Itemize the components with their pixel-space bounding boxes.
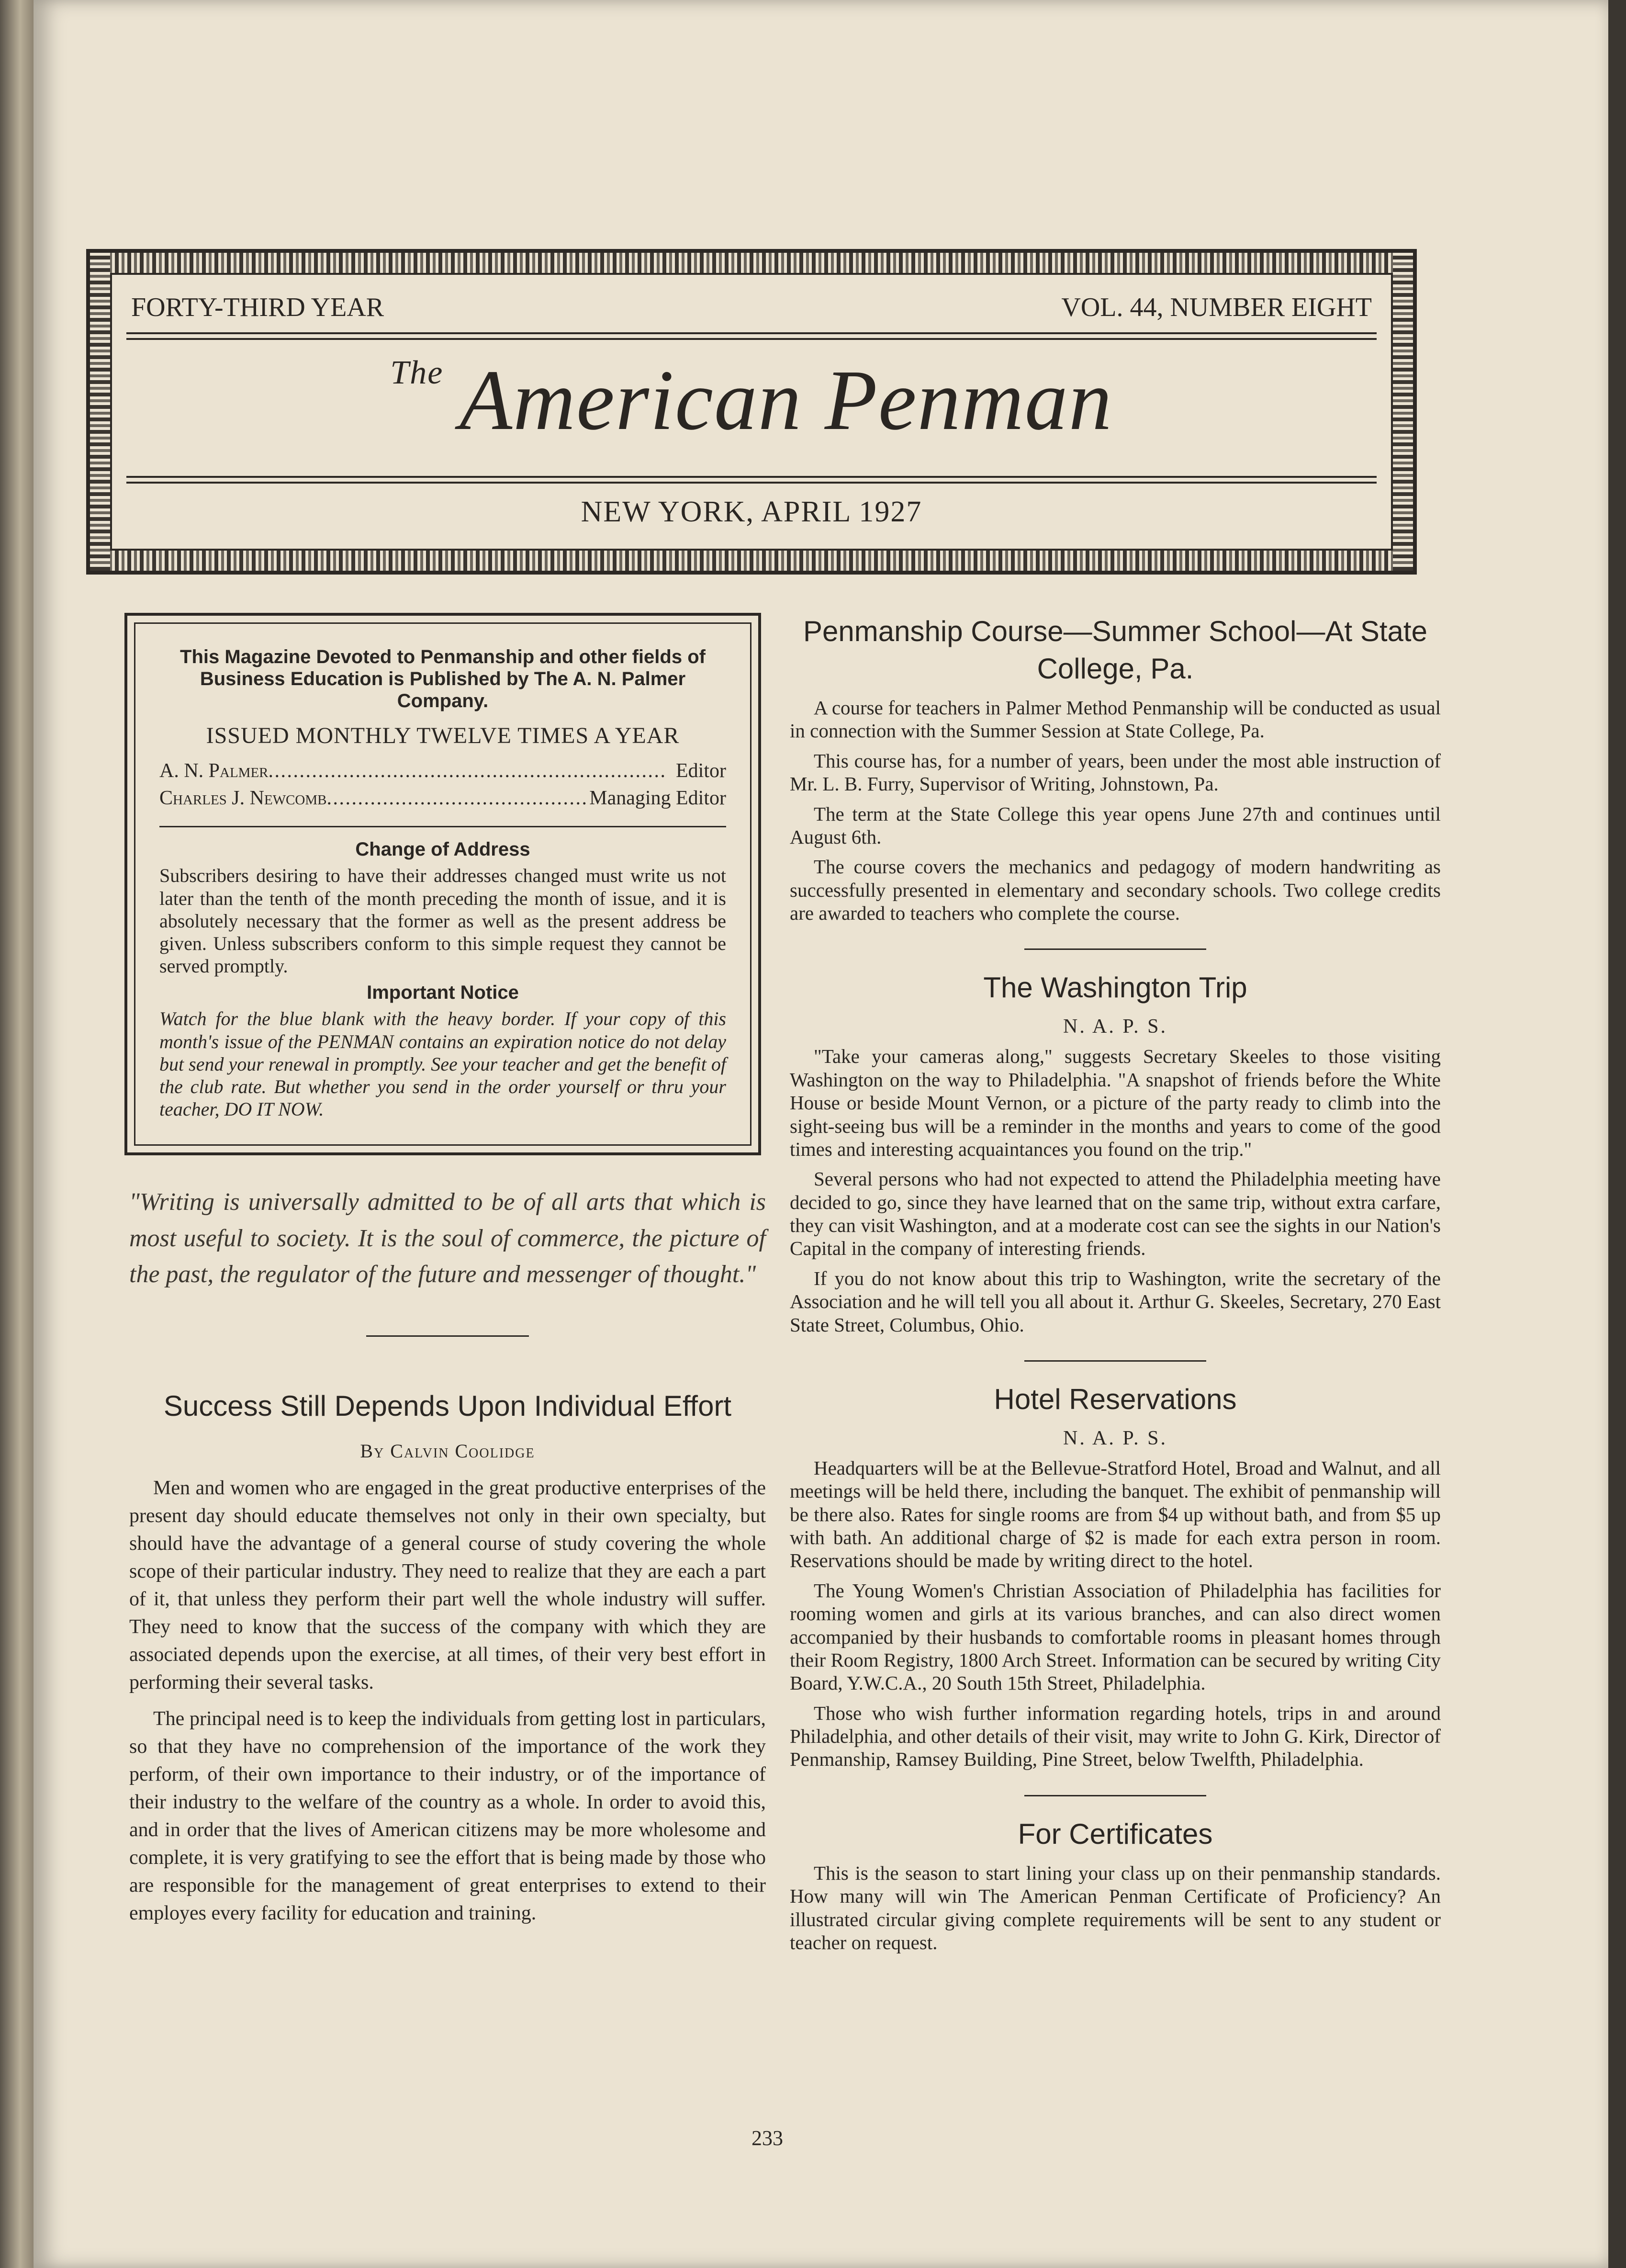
article-title: Penmanship Course—Summer School—At State College, Pa.: [803, 615, 1427, 685]
masthead-rule: [126, 482, 1377, 484]
staff-role: Editor: [676, 760, 726, 782]
title-main: American Penman: [460, 352, 1113, 448]
publisher-heading: This Magazine Devoted to Penmanship and other fields of Business Education is Published by The A. N. Palmer Company.: [180, 646, 706, 711]
masthead-inner: [110, 273, 1393, 551]
notice-divider: [159, 826, 726, 827]
right-column: [790, 613, 1441, 1961]
volume-label: VOL. 44, NUMBER EIGHT: [1061, 293, 1372, 322]
article-paragraph: The principal need is to keep the individuals from getting lost in particulars, so that they have no comprehension of the importance of the work they perform, of their own importance to their industry, or of the importance of their industry to the welfare of the country as a whole. In order to avoid this, and in order that the lives of American citizens may be more wholesome and complete, it is very gratifying to see the effort that is being made by those who are responsible for the management of great enterprises to extend to their employes every facility for education and training.: [129, 1708, 766, 1924]
article-paragraph: Several persons who had not expected to attend the Philadelphia meeting have decided to go, since they have learned that on the same trip, without extra carfare, they can visit Washington, and at a moderate cost can see the sights in our Nation's Capital in the company of interesting friends.: [790, 1168, 1441, 1260]
article-paragraph: The Young Women's Christian Association of Philadelphia has facilities for rooming women and girls at its various branches, and can also direct women accompanied by their husbands to comfortable rooms in pleasant homes through their Room Registry, 1800 Arch Street. Information can be secured by writing City Board, Y.W.C.A., 20 South 15th Street, Philadelphia.: [790, 1579, 1441, 1694]
leader-dots: [326, 785, 589, 812]
masthead-rule: [126, 476, 1377, 478]
staff-name: A. N. Palmer: [159, 760, 269, 782]
article-paragraph: The course covers the mechanics and pedagogy of modern handwriting as successfully presented in elementary and secondary schools. Two college credits are awarded to teachers who complete the course.: [790, 856, 1441, 924]
issued-frequency: ISSUED MONTHLY TWELVE TIMES A YEAR: [206, 723, 680, 748]
article-byline: [129, 1440, 766, 1462]
staff-row: [159, 757, 726, 785]
article-title: The Washington Trip: [983, 971, 1247, 1004]
section-divider: [1024, 1795, 1206, 1796]
change-of-address-heading: Change of Address: [355, 839, 530, 860]
staff-row: [159, 785, 726, 812]
article-paragraph: If you do not know about this trip to Washington, write the secretary of the Association and he will tell you all about it. Arthur G. Skeeles, Secretary, 270 East State Street, Columbus, Ohio.: [790, 1267, 1441, 1336]
article-paragraph: Men and women who are engaged in the great productive enterprises of the present day should educate themselves not only in their own specialty, but should have the advantage of a general course of study covering the whole scope of their particular industry. They need to realize that they are each a part of it, that unless they perform their part well the whole industry will suffer. They need to know that the success of the company with which they are associated depends upon the exercise, at all times, of their very best effort in performing their several tasks.: [129, 1477, 766, 1694]
article-subtitle: N. A. P. S.: [1063, 1016, 1167, 1038]
important-notice-text: Watch for the blue blank with the heavy border. If your copy of this month's issue of the PENMAN contains an expiration notice do not delay but send your renewal in promptly. See your teacher and get the benefit of the club rate. But whether you send in the order yourself or thru your teacher, DO IT NOW.: [159, 1008, 726, 1120]
page-number: 233: [751, 2126, 783, 2150]
section-divider: [366, 1335, 529, 1337]
ornamental-border-bottom: [90, 551, 1413, 571]
masthead: [86, 249, 1417, 575]
publisher-notice-box: [124, 613, 761, 1155]
left-column: [129, 613, 766, 1936]
staff-name: Charles J. Newcomb: [159, 787, 327, 809]
article-paragraph: The term at the State College this year opens June 27th and continues until August 6th.: [790, 802, 1441, 848]
magazine-page: [34, 0, 1608, 2268]
masthead-rule: [126, 332, 1377, 334]
article-paragraph: A course for teachers in Palmer Method Penmanship will be conducted as usual in connection with the Summer Session at State College, Pa.: [790, 697, 1441, 742]
article-paragraph: Headquarters will be at the Bellevue-Stratford Hotel, Broad and Walnut, and all meetings will be held there, including the banquet. The exhibit of penmanship will be there also. Rates for single rooms are from $4 up without bath, and from $5 up with bath. An additional charge of $2 is made for each extra person in room. Reservations should be made by writing direct to the hotel.: [790, 1456, 1441, 1572]
article-paragraph: Those who wish further information regarding hotels, trips in and around Philadelphia, and other details of their visit, may write to John G. Kirk, Director of Penmanship, Ramsey Building, Pine Street, below Twelfth, Philadelphia.: [790, 1702, 1441, 1771]
article-subtitle: N. A. P. S.: [1063, 1427, 1167, 1449]
article-title: Hotel Reservations: [994, 1383, 1237, 1415]
magazine-title: [112, 352, 1391, 448]
masthead-rule: [126, 338, 1377, 340]
important-notice-heading: Important Notice: [367, 982, 519, 1004]
article-paragraph: "Take your cameras along," suggests Secretary Skeeles to those visiting Washington on the way to Philadelphia. "A snapshot of friends before the White House or beside Mount Vernon, or a picture of the party ready to climb into the sight-seeing bus will be a reminder in the months and years to come of the good times and interesting acquaintances you found on the trip.": [790, 1045, 1441, 1160]
byline-author: Calvin Coolidge: [390, 1440, 535, 1462]
book-binding-edge: [0, 0, 34, 2268]
ornamental-border-left: [90, 253, 110, 571]
place-date: NEW YORK, APRIL 1927: [581, 496, 922, 528]
title-the: The: [390, 354, 444, 391]
writing-quote: "Writing is universally admitted to be of all arts that which is most useful to society. It is the soul of commerce, the picture of the past, the regulator of the future and messenger of thought.": [129, 1188, 766, 1288]
article-title: Success Still Depends Upon Individual Effort: [163, 1390, 732, 1422]
article-paragraph: This is the season to start lining your class up on their penmanship standards. How many will win The American Penman Certificate of Proficiency? An illustrated circular giving complete requirements will be sent to any student or teacher on request.: [790, 1862, 1441, 1953]
change-of-address-text: Subscribers desiring to have their addresses changed must write us not later than the tenth of the month preceding the month of issue, and it is absolutely necessary that the former as well as the present address be given. Unless subscribers conform to this simple request they cannot be served promptly.: [159, 865, 726, 977]
section-divider: [1024, 1360, 1206, 1362]
ornamental-border-top: [90, 253, 1413, 273]
section-divider: [1024, 948, 1206, 950]
staff-role: Managing Editor: [589, 787, 726, 809]
article-title: For Certificates: [1018, 1817, 1213, 1850]
article-paragraph: This course has, for a number of years, been under the most able instruction of Mr. L. B. Furry, Supervisor of Writing, Johnstown, Pa.: [790, 749, 1441, 795]
ornamental-border-right: [1393, 253, 1413, 571]
leader-dots: [269, 757, 676, 785]
byline-by: By: [360, 1440, 385, 1462]
year-label: FORTY-THIRD YEAR: [131, 293, 384, 322]
